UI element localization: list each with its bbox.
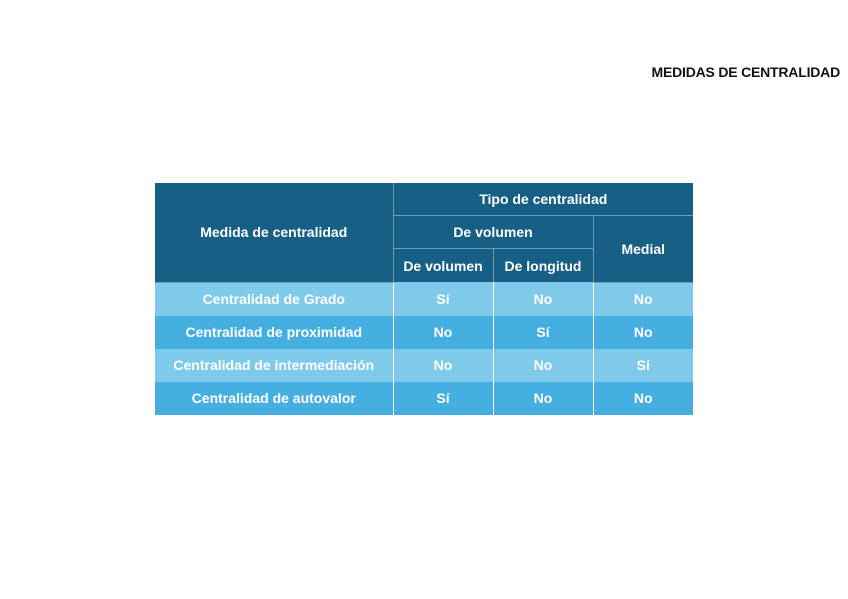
measure-cell: Centralidad de Grado [155, 282, 393, 316]
volume-cell: No [393, 349, 493, 382]
medial-cell: No [593, 282, 693, 316]
length-cell: No [493, 282, 593, 316]
header-sub-length: De longitud [493, 249, 593, 283]
medial-cell: Sí [593, 349, 693, 382]
volume-cell: No [393, 316, 493, 349]
table-body [155, 282, 693, 415]
table-row [155, 316, 693, 349]
measure-cell: Centralidad de proximidad [155, 316, 393, 349]
measure-cell: Centralidad de autovalor [155, 382, 393, 415]
header-volume-group: De volumen [393, 216, 593, 249]
table-row [155, 282, 693, 316]
volume-cell: Sí [393, 282, 493, 316]
header-measure: Medida de centralidad [155, 183, 393, 282]
length-cell: Sí [493, 316, 593, 349]
page-title: MEDIDAS DE CENTRALIDAD [651, 64, 840, 80]
header-row-1 [155, 183, 693, 216]
medial-cell: No [593, 316, 693, 349]
header-medial: Medial [593, 216, 693, 283]
header-centrality-type: Tipo de centralidad [393, 183, 693, 216]
table-header [155, 183, 693, 282]
table-row [155, 382, 693, 415]
volume-cell: Sí [393, 382, 493, 415]
table-row [155, 349, 693, 382]
medial-cell: No [593, 382, 693, 415]
header-sub-volume: De volumen [393, 249, 493, 283]
length-cell: No [493, 349, 593, 382]
length-cell: No [493, 382, 593, 415]
measure-cell: Centralidad de intermediación [155, 349, 393, 382]
centrality-table [155, 183, 693, 415]
